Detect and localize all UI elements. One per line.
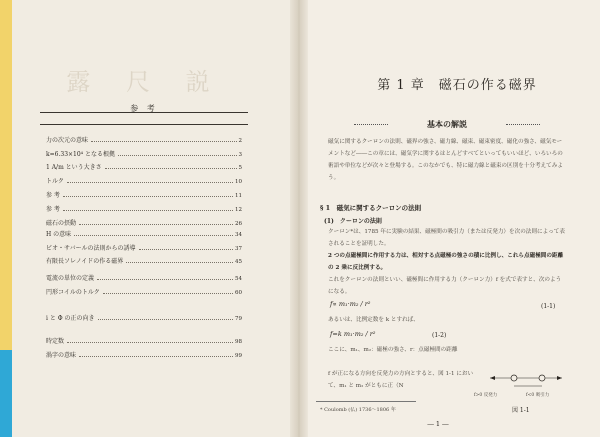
force-arrow-right: [557, 376, 562, 380]
toc-item: 1 A/m という大きさ 5: [46, 164, 242, 172]
equation-number: (1-2): [432, 332, 447, 339]
toc-item: 有限長ソレノイドの作る磁界 45: [46, 258, 242, 266]
toc-heading: 参 考: [130, 104, 158, 113]
pole-m1: [511, 375, 517, 381]
subsection-heading: § 1 磁気に関するクーロンの法則: [320, 204, 422, 212]
figure-caption-repulsion: f>0 反発力: [474, 393, 498, 398]
toc-item: トルク 10: [46, 178, 242, 186]
page-number: ― 1 ―: [427, 420, 449, 428]
toc-group-1: [46, 130, 242, 227]
intro-paragraph: 磁気に関するクーロンの法則、磁界の強さ、磁力線、磁束、磁束密度、磁化の強さ、磁気モーメントなど――この章には、磁気学に関するはとんどすべてといってもいいほど、いろいろの術語や単位などが次々と登場する。このなかでも、特に磁力線と磁束の区別を十分考えてみよう。: [328, 139, 563, 181]
figure-label: 図 1-1: [512, 407, 530, 414]
pole-m2: [539, 375, 545, 381]
section-heading: 基本の解説: [392, 119, 502, 130]
toc-group-4: [46, 308, 242, 322]
footnote: * Coulomb (仏) 1736〜1806 年: [320, 407, 396, 413]
force-arrow-left: [490, 376, 495, 380]
toc-group-3: [46, 268, 242, 296]
toc-item: k=6.33×10⁴ となる根拠 3: [46, 150, 242, 158]
toc-item: H の意味 34: [46, 230, 242, 238]
body-paragraph: クーロン*は、1785 年に実験の結果、磁極間の吸引力（または反発力）を次の法則によって表されることを証明した。: [328, 229, 565, 247]
chapter-title: 第 1 章 磁石の作る磁界: [377, 78, 537, 93]
law-statement: 2 つの点磁極間に作用する力は、相対する点磁極の強さの積に比例し、これら点磁極間の距離の 2 乗に反比例する。: [328, 253, 564, 271]
cover-edge-blue: [0, 350, 12, 437]
toc-item: 渦字の意味 99: [46, 351, 242, 359]
toc-item: ビオ・サバールの法則からの誘導 37: [46, 244, 242, 252]
subsubsection-heading: (1) クーロンの法則: [324, 218, 382, 225]
toc-group-5: [46, 331, 242, 359]
toc-item: i と Φ の正の向き 79: [46, 314, 242, 322]
body-paragraph: これをクーロンの法則といい、磁極間に作用する力（クーロン力）f を式で表すと、次のようになる。: [328, 277, 562, 295]
toc-item: 参 考 11: [46, 191, 242, 199]
toc-item: 時定数 98: [46, 337, 242, 345]
cover-edge-yellow: [0, 0, 12, 350]
divider: [40, 124, 248, 125]
body-paragraph: ここに、m₁、m₂：磁極の強さ、r：点磁極間の距離: [328, 347, 458, 353]
toc-item: 円形コイルのトルク 60: [46, 288, 242, 296]
footnote-rule: [316, 401, 416, 402]
equation-2: f=k m₁·m₂ / r²: [330, 330, 376, 338]
body-paragraph: あるいは、比例定数を k とすれば、: [328, 317, 419, 323]
equation-1: f∝ m₁·m₂ / r²: [330, 300, 371, 308]
toc-group-2: [46, 224, 242, 265]
body-paragraph: f が正になる方向を反発力の方向とすると、図 1-1 において、m₁ と m₂ がともに正（N: [328, 371, 474, 389]
bleed-through-title: 露 尺 説: [66, 68, 224, 96]
toc-item: 電流の単位の定義 54: [46, 274, 242, 282]
figure-caption-attraction: f<0 吸引力: [526, 393, 550, 398]
toc-item: 参 考 12: [46, 205, 242, 213]
toc-item: 力の次元の意味 2: [46, 136, 242, 144]
equation-number: (1-1): [541, 303, 556, 310]
book-gutter: [290, 0, 308, 437]
toc-item: 磁石の摂動 26: [46, 219, 242, 227]
